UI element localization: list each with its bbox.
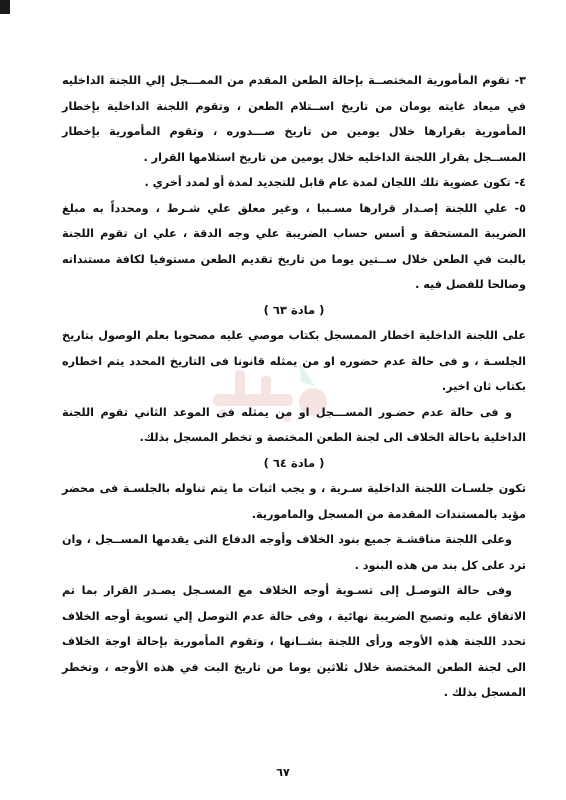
scan-corner-mark <box>0 0 10 14</box>
article-64-paragraph-3: وفى حالة التوصـل إلى تسـوية أوجه الخلاف مع المسـجل يصـدر القرار بما تم الاتفاق عليه وتصبح الضريبة نهائية ، وفى حالة عدم التوصل إلي تسوية أوجه الخلاف تحدد اللجنة هذه الأوجه ورأى اللجنة بشــانها ، وتقوم المأمورية بإحالة اوجة الخلاف الى لجنة الطعن المختصة خلال ثلاثين يوما من تاريخ البت في هذه الأوجه ، وتخطر المسجل بذلك . <box>62 584 526 699</box>
clause-4-paragraph: ٤- تكون عضوية تلك اللجان لمدة عام قابل للتجديد لمدة أو لمدد أخري . <box>144 176 526 189</box>
clause-3-paragraph: ٣- تقوم المأمورية المختصــة بإحالة الطعن المقدم من الممـــجل إلي اللجنة الداخليه في ميعاد غايته يومان من تاريخ اســتلام الطعن ، وتقوم اللجنة الداخلية بإخطار المأمورية بقرارها خلال يومين من تاريخ صـــدوره ، وتقوم المأمورية بإخطار المســجل بقرار اللجنة الداخليه خلال يومين من تاريخ استلامها القرار . <box>62 74 526 164</box>
article-63-heading: ( مادة ٦٣ ) <box>263 302 325 317</box>
article-63-paragraph-1: على اللجنة الداخلية اخطار الممسجل بكتاب موصي عليه مصحوبا بعلم الوصول بتاريخ الجلسـة ، و فى حالة عدم حضوره او من يمثله قانونا فى التاريخ المحدد يتم اخطاره بكتاب ثان اخير. <box>62 329 526 393</box>
article-64-paragraph-1: تكون جلسـات اللجنة الداخلية سـرية ، و يجب اثبات ما يتم تناوله بالجلسـة فى محضر مؤيد بالمستندات المقدمة من المسجل والمامورية. <box>62 482 526 521</box>
document-body <box>62 68 526 706</box>
article-64-heading: ( مادة ٦٤ ) <box>263 455 325 470</box>
article-64-paragraph-2: وعلى اللجنة مناقشـة جميع بنود الخلاف وأوجه الدفاع التى يقدمها المســجل ، وان ترد على كل بند من هذه البنود . <box>62 533 526 572</box>
page-number: ٦٧ <box>276 766 290 779</box>
article-63-paragraph-2: و فى حالة عدم حضـور المســـجل او من يمثله فى الموعد الثاني تقوم اللجنة الداخلية باحالة الخلاف الى لجنة الطعن المختصة و تخطر المسجل بذلك. <box>62 405 526 444</box>
clause-5-paragraph: ٥- علي اللجنة إصـدار قرارها مسـببا ، وغير معلق علي شـرط ، ومحدداً به مبلغ الضريبة المستحقة و أسس حساب الضريبة علي وجه الدقة ، علي ان تقوم اللجنة بالبت في الطعن خلال ســتين يوما من تاريخ تقديم الطعن مستوفيا لكافة مستنداته وصالحا للفصل فيه . <box>62 201 526 291</box>
